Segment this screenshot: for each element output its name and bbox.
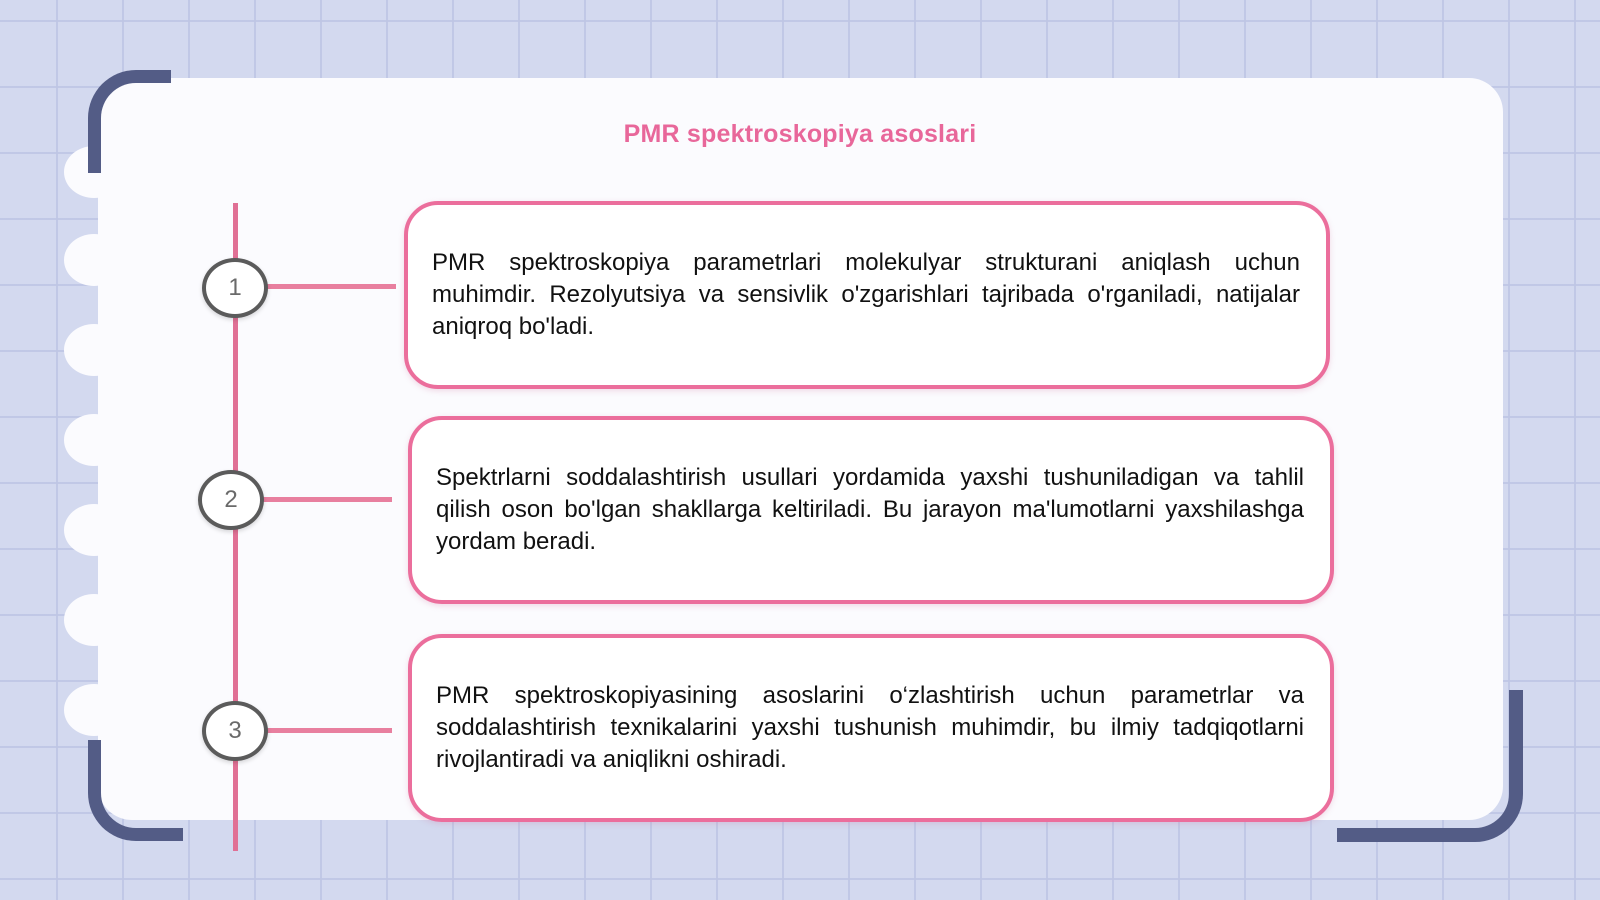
corner-bracket-top-left bbox=[88, 70, 171, 173]
slide-title: PMR spektroskopiya asoslari bbox=[623, 120, 977, 148]
page-scallop bbox=[64, 234, 124, 286]
page-scallop bbox=[64, 414, 124, 466]
card-text: Spektrlarni soddalashtirish usullari yordamida yaxshi tushuniladigan va tahlil qilish oson bo'lgan shakllarga keltiriladi. Bu jarayon ma'lumotlarni yaxshilashga yordam beradi. bbox=[436, 464, 1304, 555]
card-text: PMR spektroskopiyasining asoslarini o‘zlashtirish uchun parametrlar va soddalashtirish texnikalarini yaxshi tushunish muhimdir, bu ilmiy tadqiqotlarni rivojlantiradi va aniqlikni oshiradi. bbox=[436, 682, 1304, 773]
corner-bracket-bottom-right bbox=[1337, 690, 1523, 842]
page-scallop bbox=[64, 324, 124, 376]
step-number-circle: 3 bbox=[202, 701, 268, 761]
page-scallop bbox=[64, 504, 124, 556]
card-text: PMR spektroskopiya parametrlari molekulyar strukturani aniqlash uchun muhimdir. Rezolyutsiya va sensivlik o'zgarishlari tajribada o'rganiladi, natijalar aniqroq bo'ladi. bbox=[432, 249, 1300, 340]
page-scallop bbox=[64, 594, 124, 646]
timeline-card bbox=[408, 634, 1334, 822]
step-number-circle: 2 bbox=[198, 470, 264, 530]
step-number-circle: 1 bbox=[202, 258, 268, 318]
timeline-connector bbox=[266, 284, 396, 289]
timeline-card bbox=[404, 201, 1330, 389]
timeline-connector bbox=[262, 497, 392, 502]
corner-bracket-bottom-left bbox=[88, 740, 183, 841]
page-scallop bbox=[64, 684, 124, 736]
timeline-connector bbox=[266, 728, 392, 733]
timeline-card bbox=[408, 416, 1334, 604]
